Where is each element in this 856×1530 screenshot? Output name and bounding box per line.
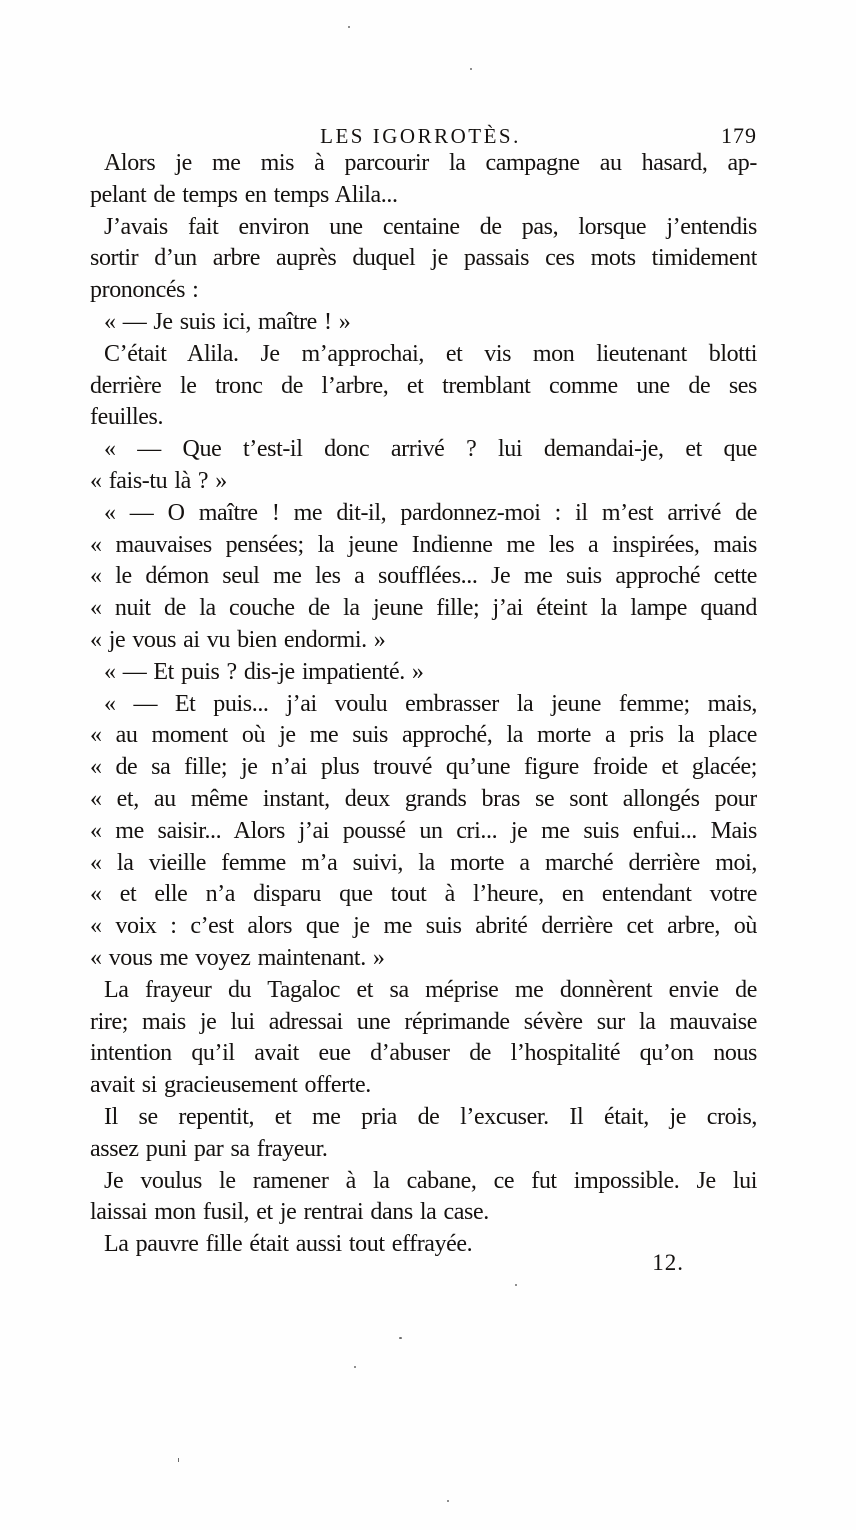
paragraph [90,689,757,975]
text-line: « voix : c’est alors que je me suis abrité derrière cet arbre, où [90,913,757,940]
scan-speck [399,1337,402,1339]
text-line: rire; mais je lui adressai une réprimande sévère sur la mauvaise [90,1008,757,1035]
text-line: « au moment où je me suis approché, la morte a pris la place [90,722,757,749]
scan-speck [354,1366,356,1368]
paragraph [90,339,757,434]
text-line: C’était Alila. Je m’approchai, et vis mon lieutenant blotti [104,340,757,367]
text-line: Alors je me mis à parcourir la campagne au hasard, ap- [104,150,757,176]
text-line: derrière le tronc de l’arbre, et tremblant comme une de ses [90,372,757,399]
scan-speck [447,1500,449,1502]
body-text [90,148,757,1261]
text-line: « — Et puis ? dis-je impatienté. » [104,658,424,685]
text-line: « et, au même instant, deux grands bras se sont allongés pour [90,785,757,812]
paragraph [90,212,757,307]
page-title: LES IGORROTÈS. [320,124,521,148]
text-line: « le démon seul me les a soufflées... Je me suis approché cette [90,563,757,590]
text-line: « la vieille femme m’a suivi, la morte a marché derrière moi, [90,849,757,876]
text-line: « de sa fille; je n’ai plus trouvé qu’une figure froide et glacée; [90,754,757,781]
scan-speck [348,26,350,28]
text-line: intention qu’il avait eue d’abuser de l’hospitalité qu’on nous [90,1040,757,1067]
scan-speck [470,68,472,70]
paragraph [90,434,757,498]
text-line: J’avais fait environ une centaine de pas, lorsque j’entendis [104,213,757,240]
text-line: laissai mon fusil, et je rentrai dans la case. [90,1199,489,1226]
paragraph [90,498,757,657]
text-line: Je voulus le ramener à la cabane, ce fut impossible. Je lui [104,1167,757,1194]
running-header [90,124,757,150]
text-line: « fais-tu là ? » [90,467,227,494]
text-line: « mauvaises pensées; la jeune Indienne me les a inspirées, mais [90,531,757,558]
text-line: « et elle n’a disparu que tout à l’heure, en entendant votre [90,881,757,908]
text-line: « nuit de la couche de la jeune fille; j’ai éteint la lampe quand [90,595,757,622]
text-line: sortir d’un arbre auprès duquel je passais ces mots timidement [90,245,757,272]
signature-mark: 12. [652,1250,684,1275]
paragraph [90,1166,757,1230]
text-line: feuilles. [90,404,164,431]
text-line: « je vous ai vu bien endormi. » [90,626,386,653]
text-line: assez puni par sa frayeur. [90,1135,328,1162]
text-line: « vous me voyez maintenant. » [90,944,385,971]
text-line: La frayeur du Tagaloc et sa méprise me donnèrent envie de [104,976,757,1003]
paragraph [90,307,757,339]
paragraph [90,148,757,212]
paragraph [90,975,757,1102]
page-number: 179 [721,123,757,148]
text-line: « — Que t’est-il donc arrivé ? lui demandai-je, et que [104,436,757,463]
text-line: « — Et puis... j’ai voulu embrasser la jeune femme; mais, [104,690,757,717]
text-line: pelant de temps en temps Alila... [90,181,398,208]
scan-speck [515,1284,517,1286]
text-line: prononcés : [90,277,199,304]
scan-speck [178,1458,179,1462]
paragraph [90,657,757,689]
paragraph [90,1102,757,1166]
text-line: Il se repentit, et me pria de l’excuser. Il était, je crois, [104,1103,757,1130]
text-line: « — Je suis ici, maître ! » [104,308,351,335]
text-line: avait si gracieusement offerte. [90,1072,371,1099]
text-line: « — O maître ! me dit-il, pardonnez-moi : il m’est arrivé de [104,499,757,526]
text-line: La pauvre fille était aussi tout effrayée. [104,1231,473,1258]
text-line: « me saisir... Alors j’ai poussé un cri... je me suis enfui... Mais [90,817,757,844]
